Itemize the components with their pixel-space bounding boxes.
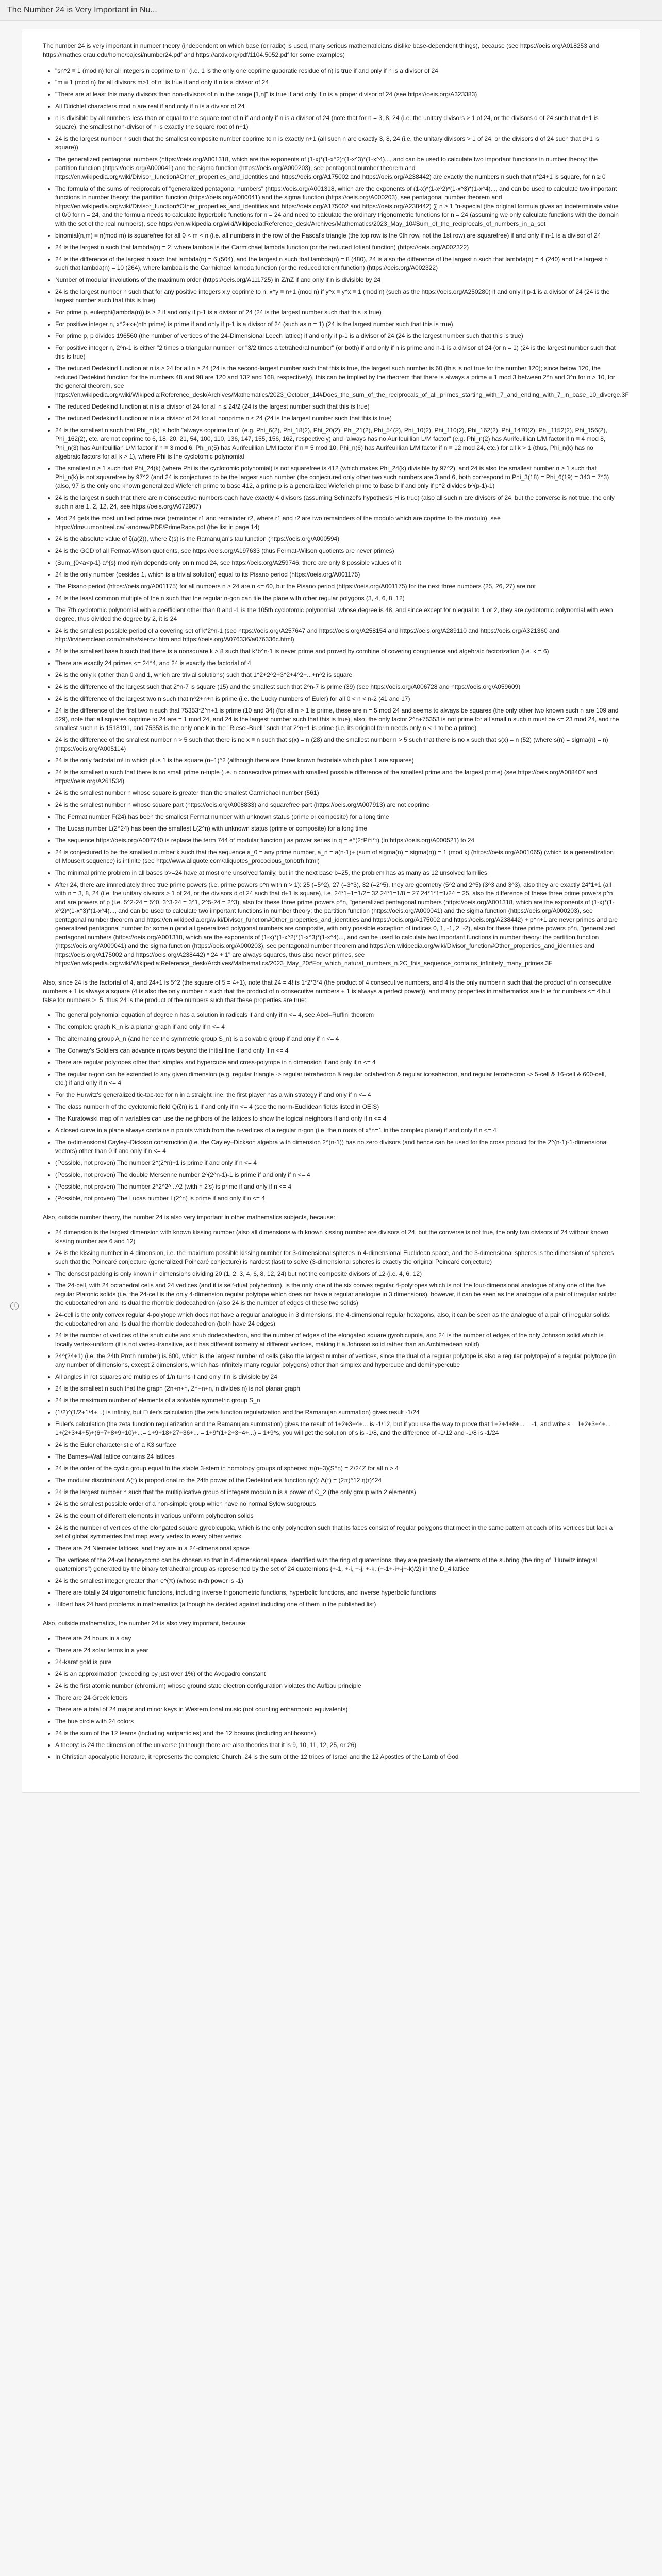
list-item: • 24 is the smallest n such that Phi_n(k) is both "always coprime to n" (e.g. Phi_6(2), Phi_18(2), Phi_20(2), Phi_21(2), Phi_54(2), Phi_10(2), Phi_110(2), Phi_162(2), Phi_1470(2), Phi_1152(2), Phi_156(2), Phi_162(2), etc. are not coprime to 6, 18, 20, 21, 54, 100, 110, 136, 147, 155, 156, 162, respectively) and "always has no Aurifeuillian L/M factor" (e.g. Phi_n(2) has Aurifeuillian L/M factor if n ≡ 4 mod 8, Phi_n(3) has Aurifeuillian L/M factor if n ≡ 3 mod 6, Phi_n(5) has Aurifeuillian L/M factor if n ≡ 5 mod 10, Phi_n(6) has Aurifeuillian L/M factor if n ≡ 12 mod 24, etc.) for all k > 1 (thus, Phi_n(k) has no algebraic factors for all k > 1), where Phi is the cyclotomic polynomial (55, 426, 619, 461)
list-item: • "sn^2 ≡ 1 (mod n) for all integers n coprime to n" (i.e. 1 is the only one coprime quadratic residue of n) is true if and only if n is a divisor of 24 (55, 66, 619, 75)
list-item: • There are exactly 24 primes <= 24^4, and 24 is exactly the factorial of 4 (55, 659, 619, 668)
list-item: • Euler's calculation (the zeta function regularization and the Ramanujan summation) gives the result of 1+2+3+4+... is -1/12, but if you use the way to prove that 1+2+4+8+... = -1, and write s = 1+2+3+4+... = 1+(2+3+4+5)+(6+7+8+9+10)+...= 1+9+18+27+36+... = 1+9*(1+2+3+4+...) = 1+9*s, you will get the solution of s is -1/8, and the difference of -1/12 and -1/8 is -1/24 (55, 1420, 619, 1437)
list-item: • 24 is the smallest possible order of a non-simple group which have no normal Sylow subgroups (55, 1500, 619, 1509)
list-item: • 24 dimension is the largest dimension with known kissing number (also all dimensions with known kissing number are divisors of 24, but the converse is not true, the only two divisors of 24 without known kissing number are 6 and 12) (55, 1228, 619, 1246)
list-item: • For positive integer n, 2^n-1 is either "2 times a triangular number" or "3/2 times a tetrahedral number" (or both) if and only if n is prime and n-1 is a divisor of 24 (or n = 1) (24 is the largest number such that this is true) (55, 344, 619, 361)
window-title: The Number 24 is Very Important in Nu... (7, 5, 157, 14)
outside-mathematics-list (43, 1634, 619, 1761)
list-item: • There are 24 hours in a day (55, 1634, 619, 1643)
list-item: • (Possible, not proven) The number 2^(2^n)+1 is prime if and only if n <= 4 (55, 1159, 619, 1167)
list-item: • The n-dimensional Cayley–Dickson construction (i.e. the Cayley–Dickson algebra with dimension 2^(n-1)) has no zero divisors (and hence can be used for the cross product for the 2^(n-1)-1-dimensional vectors) other than 0 if and only if n <= 4 (55, 1138, 619, 1156)
list-item: • 24-cell is the only convex regular 4-polytope which does not have a regular analogue in 3 dimensions, the 4-dimensional regular hexagons, also, it can be seen as the analogue of a pair of irregular solids: the cuboctahedron and its dual the rhombic dodecahedron (both have 24 edges) (55, 1311, 619, 1328)
list-item: • 24 is the only number (besides 1, which is a trivial solution) equal to its Pisano period (https://oeis.org/A001175) (55, 570, 619, 579)
list-item: • The modular discriminant Δ(τ) is proportional to the 24th power of the Dedekind eta function η(τ): Δ(τ) = (2π)^12 η(τ)^24 (55, 1476, 619, 1485)
list-item: • The minimal prime problem in all bases b>=24 have at most one unsolved family, but in the next base b=25, the problem has as many as 12 unsolved families (55, 869, 619, 877)
list-item: • 24 is the smallest base b such that there is a nonsquare k > 8 such that k*b^n-1 is never prime and proved by combine of covering congruence and algebraic factorization (i.e. k = 6) (55, 647, 619, 656)
list-item: • 24 is the largest number n such that for any positive integers x,y coprime to n, x^y ≡ n+1 (mod n) if y^x ≡ y^x ≡ 1 (mod n) (such as the https://oeis.org/A250280) if and only if p-1 is a divisor of 24 (24 is the largest number such that this is true) (55, 287, 619, 305)
list-item: • The complete graph K_n is a planar graph if and only if n <= 4 (55, 1023, 619, 1031)
list-item: • The formula of the sums of reciprocals of "generalized pentagonal numbers" (https://oeis.org/A001318, which are the exponents of (1-x)*(1-x^2)*(1-x^3)*(1-x^4)..., and can be used to calculate two important functions in number theory: the partition function (https://oeis.org/A000041) and the sigma function (https://oeis.org/A000203), see pentagonal number theorem and https://en.wikipedia.org/wiki/Divisor_function#Other_properties_and_identities and https://oeis.org/A175002 and https://oeis.org/A238442) ∑ n ≥ 1 "n-special (the original formula gives an indeterminate value of 0/0 for n = 24, and the formula needs to calculate hyperbolic functions for n = 24 and need to calculate the ordinary trigonometric functions for n = 24 (assuming we only calculate functions with the domain with the set of the real numbers), see https://en.wikipedia.org/wiki/Wikipedia:Reference_desk/Archives/Mathematics/2023_May_10#Sum_of_the_reciprocals_of_numbers_in_a_set (55, 184, 619, 228)
list-item: • There are 24 solar terms in a year (55, 1646, 619, 1655)
list-item: • The reduced Dedekind function at n is a divisor of 24 for all nonprime n ≤ 24 (24 is the largest number such that this is true) (55, 414, 619, 423)
list-item: • The reduced Dedekind function at n is ≥ 24 for all n ≥ 24 (24 is the second-largest number such that this is true, the largest such number is 60 (this is not true for the number 120); since below 120, the reduced Dedekind function for the numbers 48 and 98 are 120 and 132 and 168, respectively), this can be implied by the theorem that there is always a prime ≡ 1 mod 3 between 2^n and 3^n for n > 10, for the general theorem, see https://en.wikipedia.org/wiki/Wikipedia:Reference_desk/Archives/Mathematics/2023_October_14#Does_the_sum_of_the_reciprocals_of_all_primes_starting_with_7_and_ending_with_7_in_base_10_diverge.3F (55, 364, 619, 399)
list-item: • For positive integer n, x^2+x+(nth prime) is prime if and only if p-1 is a divisor of 24 (such as n = 1) (24 is the largest number such that this is true) (55, 320, 619, 329)
list-item: • The sequence https://oeis.org/A007740 is replace the term 744 of modular function j as power series in q = e^(2*Pi*i*τ) (in https://oeis.org/A000521) to 24 (55, 836, 619, 845)
list-item: • The Kuratowski map of n variables can use the neighbors of the lattices to show the logical neighbors if and only if n <= 4 (55, 1114, 619, 1123)
list-item: • In Christian apocalyptic literature, it represents the complete Church, 24 is the sum of the 12 tribes of Israel and the 12 Apostles of the Lamb of God (55, 1753, 619, 1761)
info-icon[interactable]: i (10, 1302, 19, 1310)
list-item: • There are 24 Niemeier lattices, and they are in a 24-dimensional space (55, 1544, 619, 1553)
list-item: • There are totally 24 trigonometric functions, including inverse trigonometric functions, hyperbolic functions, and inverse hyperbolic functions (55, 1588, 619, 1597)
list-item: • For the Hurwitz's generalized tic-tac-toe for n in a straight line, the first player has a win strategy if and only if n <= 4 (55, 1091, 619, 1099)
list-item: • The Barnes–Wall lattice contains 24 lattices (55, 1452, 619, 1461)
list-item: • "There are at least this many divisors than non-divisors of n in the range [1,n]" is true if and only if n is a proper divisor of 24 (see https://oeis.org/A323383) (55, 90, 619, 99)
list-item: • 24 is the first atomic number (chromium) whose ground state electron configuration violates the Aufbau principle (55, 1682, 619, 1690)
list-item: • The alternating group A_n (and hence the symmetric group S_n) is a solvable group if and only if n <= 4 (55, 1035, 619, 1043)
document-page (22, 29, 640, 1793)
list-item: • All Dirichlet characters mod n are real if and only if n is a divisor of 24 (55, 102, 619, 111)
list-item: • (Possible, not proven) The double Mersenne number 2^(2^n-1)-1 is prime if and only if n <= 4 (55, 1171, 619, 1179)
list-item: • 24 is the difference of the first two n such that 75353*2^n+1 is prime (10 and 34) (for all n > 1 is prime, these are n = 5 mod 24 and seems to always be squares (the only other two known such n are 109 and 529), note that all squares coprime to 24 are = 1 mod 24, and 24 is the largest number such that this is true), also, the only factor 2^n+75353 is not prime for all small n such n must be <= 23 mod 24, and the smallest such n is 1518191, and 75353 is the only one k in the "Riesel-Buell" such that 2^n+1 is prime (i.e. its original form needs only n < 1 to be a prime) (55, 706, 619, 733)
list-item: • The 24-cell, with 24 octahedral cells and 24 vertices (and it is self-dual polyhedron), is the only one of the six convex regular 4-polytopes which is not the four-dimensional analogue of any one of the five regular Platonic solids (i.e. the 24-cell is the only 4-dimension regular polytope which does not have a regular analogue in 3 dimensions), however, it can be seen as the analogue of a pair of irregular solids: the cuboctahedron and its dual the rhombic dodecahedron (also 24 is the number of edges of these two solids) (55, 1281, 619, 1308)
list-item: • 24 is an approximation (exceeding by just over 1%) of the Avogadro constant (55, 1670, 619, 1679)
list-item: • n is divisible by all numbers less than or equal to the square root of n if and only if n is a divisor of 24 (note that for n = 3, 8, 24 (i.e. the unitary divisors > 1 of 24, or the divisors d of 24 such that d+1 is square), the smallest non-divisor of n is exactly the square root of n+1) (55, 114, 619, 131)
list-item: • There are a total of 24 major and minor keys in Western tonal music (not counting enharmonic equivalents) (55, 1705, 619, 1714)
number-theory-list (43, 66, 629, 968)
list-item: • 24 is the smallest number n whose square is greater than the smallest Carmichael number (561) (55, 789, 619, 798)
list-item: • 24 is the largest number n such that the smallest composite number coprime to n is exactly n+1 (all such n are exactly 3, 8, 24 (i.e. the unitary divisors > 1 of 24, or the divisors d of 24 such that d+1 is square)) (55, 134, 619, 152)
list-item: • The vertices of the 24-cell honeycomb can be chosen so that in 4-dimensional space, identified with the ring of quaternions, they are precisely the elements of the subring (the ring of "Hurwitz integral quaternions") generated by the binary tetrahedral group as represented by the set of 24 quaternions {+-1, +-i, +-j, +-k, (+-1+-i+-j+-k)/2} in the D_4 lattice (55, 1556, 619, 1573)
list-item: • The Conway's Soldiers can advance n rows beyond the initial line if and only if n <= 4 (55, 1046, 619, 1055)
list-item: • 24 is the GCD of all Fermat-Wilson quotients, see https://oeis.org/A197633 (thus Fermat-Wilson quotients are never primes) (55, 547, 619, 555)
list-item: • 24 is the difference of the largest such that 2^n-7 is square (15) and the smallest such that 2^n-7 is prime (39) (see https://oeis.org/A006728 and https://oeis.org/A059609) (55, 683, 619, 691)
geometry-intro-paragraph: Also, since 24 is the factorial of 4, and 24+1 is 5^2 (the square of 5 = 4+1), note that 24 = 4! is 1*2*3*4 (the product of 4 consecutive numbers, and 4 is the only number n such that the product of n consecutive numbers + 1 is always a square (4 is also the only number n such that the product of n consecutive numbers + 1 is always a perfect power)), and many properties in mathematics are true for numbers <= 4 but false for numbers >=5, thus 24 is the product of the numbers such that these properties are true: (43, 979, 611, 1004)
list-item: • For prime p, eulerphi(lambda(n)) is ≥ 2 if and only if p-1 is a divisor of 24 (24 is the largest number such that this is true) (55, 308, 619, 317)
list-item: • The smallest n ≥ 1 such that Phi_24(k) (where Phi is the cyclotomic polynomial) is not squarefree is 412 (which makes Phi_24(k) divisible by 97^2), and 24 is also the smallest number n ≥ 1 such that Phi_n(k) is not squarefree by 97^2 (and 24 is conjectured to be the largest such number (the conjectured only other two such numbers are 3 and 6, both correspond to Phi_3(18) = Phi_6(19) = 343 = 7^3) (also, 97 is the only one known generalized Wieferich prime to base 412, a prime p is a generalized Wieferich prime to base b if and only if p^2 divides b^(p-1)-1) (55, 464, 619, 490)
list-item: • 24 is the smallest n such that there is no small prime n-tuple (i.e. n consecutive primes with smallest possible difference of the smallest prime and the largest prime) (see https://oeis.org/A008407 and https://oeis.org/A261534) (55, 768, 619, 786)
list-item: • After 24, there are immediately three true prime powers (i.e. prime powers p^n with n > 1): 25 (=5^2), 27 (=3^3), 32 (=2^5), they are geometry (5^2 and 2^5) (3^3 and 3^3), also they are exactly 24*1+1 (all with n = 3, 8, 24 (i.e. the unitary divisors > 1 of 24, or the divisors d of 24 such that d+1 is square), i.e. 24*1+1=1/2= 32 24*1=1/8 = 27 24*1*1=1/24 = 25, also the difference of these three prime powers p^n and are powers of p (i.e. 5^2-24 = 5^0, 3^3-24 = 3^1, 2^5-24 = 2^3), also for these three prime powers p^n, "generalized pentagonal numbers (https://oeis.org/A001318, which are the exponents of (1-x)*(1-x^2)*(1-x^3)*(1-x^4)..., and can be used to calculate two important functions in number theory: the partition function (https://oeis.org/A000041) and the sigma function (https://oeis.org/A000203), see pentagonal number theorem and https://en.wikipedia.org/wiki/Divisor_function#Other_properties_and_identities and https://oeis.org/A175002 and https://oeis.org/A238442) + p^n+1 are never primes and are generalized pentagonal number for some n (and all generalized polygonal numbers are composite, with only possible exception of indices 0, 1, -1, 2, -2), also for these three prime powers p^n, "generalized pentagonal numbers (https://oeis.org/A001318, which are the exponents of (1-x)*(1-x^2)*(1-x^3)*(1-x^4)..., and can be used to calculate two important functions in number theory: the partition function (https://oeis.org/A000041) and the sigma function (https://oeis.org/A000203), see pentagonal number theorem and https://en.wikipedia.org/wiki/Divisor_function#Other_properties_and_identities and https://oeis.org/A175002 and https://oeis.org/A238442) * 24 + 1" are always squares, thus also never primes, see https://en.wikipedia.org/wiki/Wikipedia:Reference_desk/Archives/Mathematics/2023_May_20#For_which_natural_numbers_n.2C_this_sequence_contains_infinitely_many_primes.3F (55, 880, 619, 968)
list-item: • 24 is the kissing number in 4 dimension, i.e. the maximum possible kissing number for 3-dimensional spheres in 4-dimensional Euclidean space, and the 3-dimensional spheres is the dimension of spheres such that the Poincaré conjecture (generalized Poincaré conjecture) is hardest (last) to solve (3-dimensional spheres is exactly the original Poincaré conjecture) (55, 1249, 619, 1266)
list-item: • 24^(24+1) (i.e. the 24th Proth number) is 600, which is the largest number of cells (also the largest number of vertices, since the dual of a regular polytope is also a regular polytope) of a regular polytope (in any number of dimensions, except 2 dimensions, which has infinitely many regular polygons) other than simplex and hypercube and demihypercube (55, 1352, 619, 1369)
list-item: • 24 is the maximum number of elements of a solvable symmetric group S_n (55, 1396, 619, 1405)
list-item: • 24 is the count of different elements in various uniform polyhedron solids (55, 1512, 619, 1520)
list-item: • The Fermat number F(24) has been the smallest Fermat number with unknown status (prime or composite) for a long time (55, 812, 619, 821)
list-item: • 24 is the only factorial m! in which plus 1 is the square (n+1)^2 (although there are three known factorials which plus 1 are squares) (55, 756, 619, 765)
list-item: • The densest packing is only known in dimensions dividing 20 (1, 2, 3, 4, 6, 8, 12, 24) but not the composite divisors of 12 (i.e. 4, 6, 12) (55, 1269, 619, 1278)
list-item: • The 7th cyclotomic polynomial with a coefficient other than 0 and -1 is the 105th cyclotomic polynomial, whose degree is 48, and since except for n equal to 1 or 2, they are cyclotomic polynomial with even degree, thus divided the degree by 2, it is 24 (55, 606, 619, 623)
list-item: • 24 is the number of vertices of the snub cube and snub dodecahedron, and the number of edges of the elongated square gyrobicupola, and 24 is the number of edges of the only Johnson solid which is locally vertex-uniform (it is not vertex-transitive, as it has different isometry at different vertices, making it a Johnson solid rather than an Archimedean solid) (55, 1331, 619, 1349)
list-item: • All angles in rot squares are multiples of 1/n turns if and only if n is divisible by 24 (55, 1372, 619, 1381)
list-item: • A theory: is 24 the dimension of the universe (although there are also theories that it is 9, 10, 11, 12, 25, or 26) (55, 1741, 619, 1750)
list-item: • Mod 24 gets the most unified prime race (remainder r1 and remainder r2, where r1 and r2 are two remainders of the modulo which are coprime to the modulo), see https://dms.umontreal.ca/~andrew/PDF/PrimeRace.pdf (the list in page 14) (55, 514, 619, 532)
list-item: • The general polynomial equation of degree n has a solution in radicals if and only if n <= 4, see Abel–Ruffini theorem (55, 1011, 619, 1020)
list-item: • 24 is the order of the cyclic group equal to the stable 3-stem in homotopy groups of spheres: π(n+3)(S^n) = Z/24Z for all n > 4 (55, 1464, 619, 1473)
list-item: • The Lucas number L(2^24) has been the smallest L(2^n) with unknown status (prime or composite) for a long time (55, 824, 619, 833)
n-le-4-list (43, 1011, 619, 1203)
list-item: • 24 is the smallest integer greater than e^(π) (whose n-th power is -1) (55, 1577, 619, 1585)
intro-paragraph: The number 24 is very important in number theory (independent on which base (or radix) is used, many serious mathematicians dislike base-dependent things), because (see https://oeis.org/A018253 and https://mathcs.erau.edu/home/bajcsi/number24.pdf and https://arxiv.org/pdf/1104.5052.pdf for some examples) (43, 42, 600, 58)
list-item: • The regular n-gon can be extended to any given dimension (e.g. regular triangle -> regular tetrahedron & regular octahedron & regular icosahedron, and regular tetrahedron -> 5-cell & 16-cell & 600-cell, etc.) if and only if n <= 4 (55, 1070, 619, 1088)
list-item: • For prime p, p divides 196560 (the number of vertices of the 24-Dimensional Leech lattice) if and only if p-1 is a divisor of 24 (24 is the largest number such that this is true) (55, 332, 619, 341)
list-item: • 24 is the only k (other than 0 and 1, which are trivial solutions) such that 1^2+2^2+3^2+4^2+...+n^2 is square (55, 671, 619, 680)
list-item: • 24 is conjectured to be the smallest number k such that the sequence a_0 = any prime number, a_n = a(n-1)+ (sum of sigma(n) = sigma(n)) = 1 (mod k) (https://oeis.org/A001065) (which is a generalization of Mousert sequence) is infinite (see http://www.aliquote.com/aliquotes_prococious_tonotrh.html) (55, 848, 619, 866)
list-item: • 24 is the smallest n such that the graph (2n+n+n, 2n+n+n, n divides n) is not planar graph (55, 1384, 619, 1393)
list-item: • 24 is the difference of the largest n such that lambda(n) = 6 (504), and the largest n such that lambda(n) = 8 (480), 24 is also the difference of the largest n such that lambda(n) = 4 (240) and the largest n such that lambda(n) = 10 (264), where lambda is the Carmichael lambda function (or the reduced totient function) (https://oeis.org/A002322) (55, 255, 619, 273)
list-item: • The generalized pentagonal numbers (https://oeis.org/A001318, which are the exponents of (1-x)*(1-x^2)*(1-x^3)*(1-x^4)..., and can be used to calculate two important functions in number theory: the partition function (https://oeis.org/A000041) and the sigma function (https://oeis.org/A000203), see pentagonal number theorem and https://en.wikipedia.org/wiki/Divisor_function#Other_properties_and_identities and https://oeis.org/A175002 and https://oeis.org/A238442) are exactly the numbers n such that n*24+1 is square, for n ≥ 0 (55, 155, 619, 181)
list-item: • (Possible, not proven) The number 2^2^2^...^2 (with n 2's) is prime if and only if n <= 4 (55, 1182, 619, 1191)
outside-mathematics-intro: Also, outside mathematics, the number 24 is also very important, because: (43, 1620, 247, 1627)
list-item: • Number of modular involutions of the maximum order (https://oeis.org/A111725) in Z/nZ if and only if n is divisible by 24 (55, 276, 619, 284)
list-item: • Hilbert has 24 hard problems in mathematics (although he decided against including one of them in the published list) (55, 1600, 619, 1609)
list-item: • 24 is the Euler characteristic of a K3 surface (55, 1440, 619, 1449)
list-item: • (Sum_{0<a<p-1} a^{s} mod n)/n depends only on n mod 24, see https://oeis.org/A259746, there are only 8 possible values of it (55, 558, 619, 567)
window-titlebar (0, 0, 662, 21)
list-item: • 24 is the least common multiple of the n such that the regular n-gon can tile the plane with other regular polygons (3, 4, 6, 8, 12) (55, 594, 619, 603)
list-item: • 24 is the smallest possible period of a covering set of k*2^n-1 (see https://oeis.org/A257647 and https://oeis.org/A258154 and https://oeis.org/A289110 and https://oeis.org/A321360 and http://irvinemclean.com/maths/siercvr.htm and https://oeis.org/A076336/a076336c.html) (55, 626, 619, 644)
list-item: • 24 is the largest n such that lambda(n) = 2, where lambda is the Carmichael lambda function (or the reduced totient function) (https://oeis.org/A002322) (55, 243, 619, 252)
list-item: • 24 is the absolute value of ζ(a(2)), where ζ(s) is the Ramanujan's tau function (https://oeis.org/A000594) (55, 535, 619, 544)
list-item: • (1/2)^(1/2+1/4+...) is infinity, but Euler's calculation (the zeta function regularization and the Ramanujan summation) gives result -1/24 (55, 1408, 619, 1417)
list-item: • There are regular polytopes other than simplex and hypercube and cross-polytope in n dimension if and only if n <= 4 (55, 1058, 619, 1067)
list-item: • The hue circle with 24 colors (55, 1717, 619, 1726)
list-item: • "m ≡ 1 (mod n) for all divisors m>1 of n" is true if and only if n is a divisor of 24 (55, 78, 619, 87)
list-item: • binomial(n,m) ≡ n(mod m) is squarefree for all 0 < m < n (i.e. all numbers in the row of the Pascal's triangle (the top row is the 0th row, not the 1st row) are squarefree) if and only if n-1 is a divisor of 24 (55, 231, 619, 240)
list-item: • 24-karat gold is pure (55, 1658, 619, 1667)
list-item: • 24 is the sum of the 12 teams (including antiparticles) and the 12 bosons (including antibosons) (55, 1729, 619, 1738)
outside-number-theory-list (43, 1228, 619, 1609)
list-item: • The Pisano period (https://oeis.org/A001175) for all numbers n ≥ 24 are n <= 60, but the Pisano period (https://oeis.org/A001175) for the next three numbers (25, 26, 27) are not (55, 582, 619, 591)
list-item: • 24 is the difference of the largest two n such that n^2+n+n is prime (i.e. the Lucky numbers of Euler) for all 0 < n < n-2 (41 and 17) (55, 694, 619, 703)
list-item: • A closed curve in a plane always contains n points which from the n-vertices of a regular n-gon (i.e. the n roots of x^n=1 in the complex plane) if and only if n <= 4 (55, 1126, 619, 1135)
list-item: • 24 is the smallest number n whose square part (https://oeis.org/A008833) and squarefree part (https://oeis.org/A007913) are not coprime (55, 801, 619, 809)
list-item: • 24 is the largest number n such that the multiplicative group of integers modulo n is a power of C_2 (the only group with 2 elements) (55, 1488, 619, 1497)
outside-number-theory-intro: Also, outside number theory, the number 24 is also very important in other mathematics subjects, because: (43, 1214, 335, 1221)
list-item: • There are 24 Greek letters (55, 1693, 619, 1702)
list-item: • The class number h of the cyclotomic field Q(ζn) is 1 if and only if n <= 4 (see the norm-Euclidean fields listed in OEIS) (55, 1103, 619, 1111)
list-item: • 24 is the largest n such that there are n consecutive numbers each have exactly 4 divisors (assuming Schinzel's hypothesis H is true) (also all such n are divisors of 24, but the converse is not true, the only such n are 1, 2, 12, 24, see https://oeis.org/A072907) (55, 494, 619, 511)
list-item: • The reduced Dedekind function at n is a divisor of 24 for all n ≤ 24/2 (24 is the largest number such that this is true) (55, 402, 619, 411)
list-item: • (Possible, not proven) The Lucas number L(2^n) is prime if and only if n <= 4 (55, 1194, 619, 1203)
list-item: • 24 is the number of vertices of the elongated square gyrobicupola, which is the only polyhedron such that its faces consist of regular polygons that meet in the same pattern at each of its vertices but lack a set of global symmetries that map every vertex to every other vertex (55, 1523, 619, 1541)
list-item: • 24 is the difference of the smallest number n > 5 such that there is no x ≡ n such that s(x) = n (28) and the smallest number n > 5 such that there is no x such that s(x) = n (52) (where s(n) = sigma(n) = n) (https://oeis.org/A005114) (55, 736, 619, 753)
